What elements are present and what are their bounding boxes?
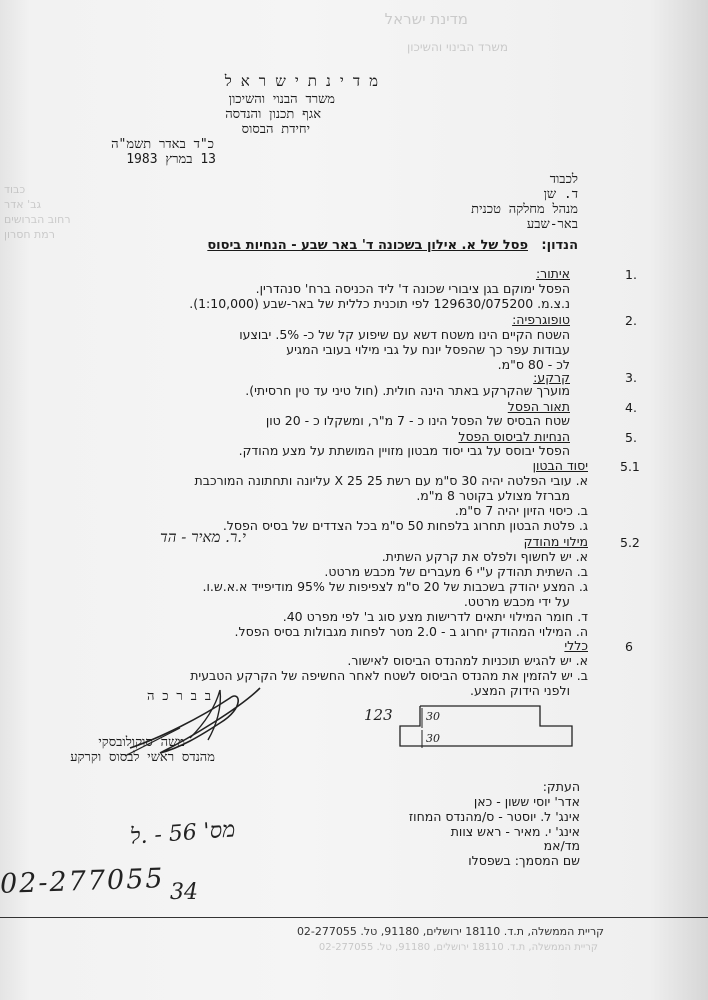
section-5-2-number: 5.2 [620,535,640,550]
subject-text: פסל של א. אילון בשכונה ד' באר שבע - הנחיות ביסוס [207,238,528,253]
letterhead-state: מ ד י נ ת י ש ר א ל [224,72,378,90]
letterhead-unit: יחידת הבסוס [241,122,310,137]
recipient-name: ד. שן [543,187,578,202]
section-4-line-1: שטח הבסיס של הפסל הינו כ - 7 מ"ר, ומשקלו כ - 20 טון [265,413,570,428]
section-1-number: 1. [625,267,637,282]
section-5-2-c-cont: על ידי מכבש מרטט. [463,594,570,609]
section-1-title: איתור: [535,266,570,281]
section-5-number: 5. [625,430,637,445]
section-5-1-number: 5.1 [620,459,640,474]
sketch-dim-top: 30 [426,710,440,723]
section-1-line-1: הפסל ימוקם בגן ציבורי שכונה ד' ליד הכניסה ברח' סנהדרין. [255,281,570,296]
recipient-city: באר-שבע [526,217,578,232]
copies-label: העתק: [542,779,580,794]
foundation-sketch [360,698,585,758]
section-5-1-c: ג. פלטת הבטון תחרוג בלפחות 50 ס"מ בכל הצדדים של בסיס הפסל. [222,518,588,533]
section-5-2-a: א. יש לחשוף ולפלס את קרקע השתית. [381,549,588,564]
recipient-title: מנהל מחלקה טכנית [471,202,578,217]
ghost-left-4: רמת חסרון [4,228,55,241]
section-2-line-1: השטח הקיים הינו משטח דשא עם שיפוע קל של כ- 5%. יבוצעו [239,327,570,342]
ghost-left-2: גב' אדר [4,198,41,211]
handwritten-note-bottom: מס' 56 - .ל [129,817,237,850]
copies-line-2: אינג' ל. יוסטר - ס/מהנדס המחוז [408,809,580,824]
section-2-number: 2. [625,313,637,328]
section-3-title: קרקע: [533,370,570,385]
handwritten-phone: 02-277055 [0,863,166,900]
section-5-1-b: ב. כיסוי הזיון יהיה 7 ס"מ. [454,503,588,518]
section-2-line-2: עבודות עפר כך שהפסל יונח על גבי מילוי בעובי המגיע [286,342,570,357]
sketch-dim-bottom: 30 [426,732,440,745]
letterhead-ministry: משרד הבנוי והשיכון [228,92,335,107]
section-5-2-c: ג. המצע יהודק בשכבות של 20 ס"מ לצפיפות של 95% מודיפייד א.א.ש.ו. [202,579,588,594]
section-6-b: ב. יש להזמין את מהנדס הביסוס לשטח לאחר החשיפה של הקרקע הטבעית [190,668,588,683]
handwritten-note-top: י.ר. מאיר - הד [160,528,246,546]
section-5-1-a-cont: מברזל מצולע בקוטר 8 מ"מ. [416,488,570,503]
handwritten-extension: 34 [170,880,198,905]
footer-divider [0,917,708,918]
recipient-salutation: לכבוד [549,172,578,187]
sketch-label: 123 [364,706,393,724]
footer-address: קריית הממשלה, ת.ד. 18110 ירושלים, 91180, טל. 02-277055 [296,925,604,938]
date-gregorian: 13 במרץ 1983 [126,152,216,167]
section-5-2-b: ב. השתית תהודק ע"י 6 מעברים של מכבש מרטט. [324,564,588,579]
filing-initials: מד/אמ [543,838,580,853]
section-6-b-cont: ולפני הידוק המצע. [470,683,570,698]
subject-label: הנדון: [541,238,578,253]
section-5-2-e: ה. המילוי המהודק יחרוג ב - 2.0 מטר לפחות מגבולות בסיס הפסל. [234,624,588,639]
section-5-1-a: א. עובי הפלטה יהיה 30 ס"מ עם רשת 25 X 25 עליונה ותחתונה המורכבת [194,473,588,488]
section-1-line-2: נ.צ.מ. 129630/075200 לפי תוכנית כללית של באר-שבע (1:10,000). [189,296,570,311]
section-4-title: תאור הפסל [507,399,570,414]
section-2-title: טופוגרפיה: [512,312,570,327]
section-2-line-3: לכ - 80 ס"מ. [497,357,570,372]
section-4-number: 4. [625,400,637,415]
filing-document-name: שם המסמך: בשפסלו [468,853,580,868]
signatory-title: מהנדס ראשי לבסוס וקרקע [70,750,215,765]
ghost-left-1: כבוד [4,183,26,196]
copies-line-1: אדר' יוסי ששון - כאן [473,794,580,809]
date-hebrew: כ"ד באדר תשמ"ה [111,137,214,152]
footer-faint-address: קריית הממשלה, ת.ד. 18110 ירושלים, 91180, טל. 02-277055 [318,942,598,953]
copies-line-3: אינג' י. מאיר - ראש צוות [450,824,580,839]
section-3-number: 3. [625,370,637,385]
section-3-line-1: מוערך שהקרקע באתר הינה חולית. (חול טיני עד טין חרסיתי). [245,383,570,398]
ghost-ministry: משרד הבינוי והשיכון [406,40,508,54]
section-5-line-1: הפסל יבוסס על גבי יסוד מבטון מזויין המושתת על מצע מהודק. [238,443,570,458]
section-5-title: הנחיות לביסוס הפסל [458,429,570,444]
section-6-number: 6 [625,639,633,654]
section-5-2-title: מילוי מהודק [523,534,588,549]
signatory-name: משה סוקולובסקי [98,735,185,750]
section-5-2-d: ד. חומר המילוי יתאים לדרישות מצע סוג ב' לפי מפרט 40. [282,609,588,624]
section-6-title: כללי [564,638,588,653]
closing-regards: ב ב ר כ ה [146,689,211,704]
ghost-left-3: רחוב הברושים [4,213,71,226]
letterhead-department: אגף תכנון והנדסה [225,107,321,122]
ghost-state: מדינת ישראל [384,10,468,28]
section-5-1-title: יסוד הבטון [532,458,588,473]
section-6-a: א. יש להגיש תוכניות למהנדס הביסוס לאישור. [347,653,588,668]
